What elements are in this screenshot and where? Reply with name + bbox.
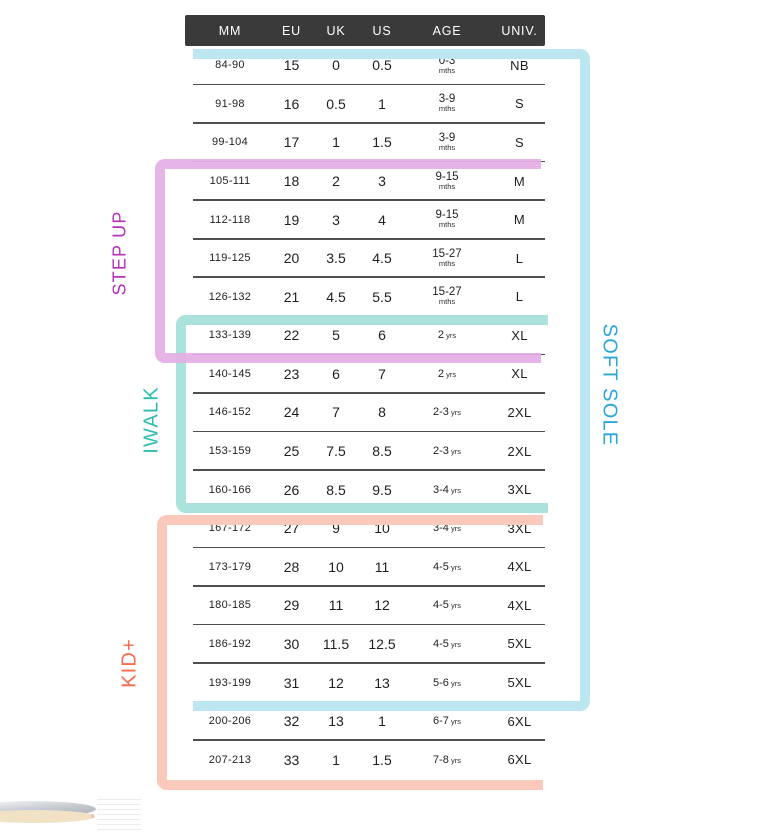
table-row — [185, 548, 545, 587]
cell-us: 0.5 — [372, 57, 392, 74]
cell-age — [400, 599, 494, 611]
cell-age — [400, 56, 494, 75]
table-row — [185, 277, 545, 316]
cell-eu: 26 — [283, 481, 300, 498]
cell-eu: 24 — [283, 404, 300, 421]
cell-mm: 105-111 — [209, 175, 251, 188]
age-value: 15-27 — [432, 286, 462, 299]
cell-age — [400, 406, 494, 418]
table-row — [185, 470, 545, 509]
cell-us: 12 — [374, 597, 390, 614]
table-row — [185, 162, 545, 201]
cell-eu: 15 — [283, 57, 300, 74]
cell-uk: 9 — [332, 520, 340, 537]
age-unit: mths — [438, 65, 456, 75]
age-unit: mths — [438, 220, 456, 230]
cell-eu: 17 — [283, 134, 300, 151]
age-value: 9-15 — [435, 170, 459, 183]
cell-eu: 20 — [283, 250, 300, 267]
age-unit: yrs — [444, 369, 457, 379]
cell-uk: 1 — [332, 751, 340, 768]
table-row — [185, 46, 545, 85]
cell-mm: 160-166 — [208, 483, 252, 496]
cell-univ: 4XL — [507, 597, 532, 613]
cell-eu: 30 — [283, 635, 300, 652]
cell-us: 13 — [374, 674, 390, 691]
cell-univ: 5XL — [507, 636, 532, 652]
cell-uk: 6 — [332, 365, 340, 382]
column-header-univ: UNIV. — [501, 23, 538, 38]
age-value: 5-6 — [433, 676, 449, 689]
cell-uk: 3 — [332, 211, 340, 228]
age-value: 3-9 — [438, 131, 456, 144]
age-value: 3-4 — [433, 483, 449, 496]
row-divider — [193, 315, 545, 317]
age-unit: yrs — [444, 331, 457, 341]
table-row — [185, 316, 545, 355]
cell-age — [400, 522, 494, 534]
age-unit: yrs — [448, 447, 461, 457]
cell-mm: 91-98 — [215, 97, 245, 110]
age-value: 3-4 — [433, 522, 449, 535]
cell-age — [400, 638, 494, 650]
table-row — [185, 239, 545, 278]
cell-univ: 6XL — [507, 713, 532, 729]
cell-univ: 5XL — [507, 675, 532, 691]
cell-mm: 207-213 — [208, 753, 252, 766]
cell-uk: 11.5 — [322, 635, 350, 652]
cell-us: 12.5 — [368, 635, 396, 652]
cell-eu: 21 — [283, 288, 300, 305]
cell-mm: 173-179 — [208, 560, 252, 573]
cell-age — [400, 677, 494, 689]
cell-uk: 7.5 — [326, 443, 346, 460]
cell-eu: 33 — [283, 751, 300, 768]
cell-univ: 2XL — [507, 443, 532, 459]
row-divider — [193, 122, 545, 124]
cell-univ: XL — [511, 327, 528, 343]
size-chart-thumbnail — [97, 799, 141, 833]
cell-univ: 3XL — [507, 482, 532, 498]
cell-mm: 193-199 — [208, 676, 252, 689]
age-unit: yrs — [448, 601, 461, 611]
cell-mm: 180-185 — [208, 599, 252, 612]
cell-uk: 0 — [332, 57, 340, 74]
iwalk-label: IWALK — [140, 386, 163, 454]
age-unit: mths — [438, 297, 456, 307]
table-row — [185, 586, 545, 625]
cell-univ: L — [515, 289, 524, 305]
age-unit: yrs — [448, 717, 461, 727]
row-divider — [193, 161, 545, 163]
cell-age — [400, 94, 494, 113]
age-unit: mths — [438, 142, 456, 152]
cell-us: 5.5 — [372, 288, 392, 305]
cell-age — [400, 484, 494, 496]
cell-univ: L — [515, 250, 524, 266]
cell-mm: 167-172 — [208, 522, 252, 535]
cell-univ: XL — [511, 366, 528, 382]
age-value: 9-15 — [435, 209, 459, 222]
row-divider — [193, 662, 545, 664]
cell-eu: 29 — [283, 597, 300, 614]
row-divider — [193, 739, 545, 741]
cell-univ: NB — [510, 57, 529, 73]
cell-uk: 3.5 — [326, 250, 346, 267]
table-row — [185, 85, 545, 124]
cell-univ: 4XL — [507, 559, 532, 575]
age-unit: mths — [438, 104, 456, 114]
row-divider — [193, 585, 545, 587]
age-value: 6-7 — [433, 715, 449, 728]
cell-eu: 22 — [283, 327, 300, 344]
cell-mm: 133-139 — [208, 329, 252, 342]
cell-univ: M — [513, 212, 526, 228]
cell-uk: 0.5 — [326, 95, 346, 112]
column-header-eu: EU — [282, 23, 301, 38]
age-unit: yrs — [448, 678, 461, 688]
cell-age — [400, 754, 494, 766]
row-divider — [193, 354, 545, 356]
table-row — [185, 702, 545, 741]
cell-mm: 186-192 — [208, 637, 252, 650]
cell-mm: 200-206 — [208, 715, 252, 728]
cell-uk: 11 — [328, 597, 344, 614]
cell-age — [400, 210, 494, 229]
cell-us: 9.5 — [372, 481, 392, 498]
age-unit: yrs — [448, 639, 461, 649]
age-unit: yrs — [448, 755, 461, 765]
cell-us: 7 — [378, 365, 386, 382]
table-row — [185, 509, 545, 548]
shoe-photo-fragment — [0, 801, 96, 825]
cell-eu: 28 — [283, 558, 300, 575]
row-divider — [193, 392, 545, 394]
cell-age — [400, 368, 494, 380]
cell-eu: 18 — [283, 173, 300, 190]
cell-us: 8.5 — [372, 443, 392, 460]
cell-eu: 32 — [283, 713, 300, 730]
cell-age — [400, 329, 494, 341]
age-value: 3-9 — [438, 93, 456, 106]
cell-univ: S — [515, 96, 524, 112]
cell-univ: 2XL — [507, 404, 532, 420]
cell-univ: 3XL — [507, 520, 532, 536]
cell-age — [400, 133, 494, 152]
column-header-age: AGE — [432, 23, 462, 38]
cell-us: 4.5 — [372, 250, 392, 267]
shoe-sole-shape — [0, 810, 95, 823]
cell-eu: 19 — [283, 211, 300, 228]
table-row — [185, 432, 545, 471]
table-header-row — [185, 15, 545, 46]
cell-univ: M — [513, 173, 526, 189]
row-divider — [193, 276, 545, 278]
cell-mm: 84-90 — [215, 59, 245, 72]
row-divider — [193, 431, 545, 433]
age-value: 15-27 — [432, 247, 462, 260]
age-unit: yrs — [448, 408, 461, 418]
table-row — [185, 393, 545, 432]
age-unit: mths — [438, 258, 456, 268]
cell-age — [400, 287, 494, 306]
age-value: 2 — [437, 367, 445, 380]
cell-eu: 31 — [283, 674, 300, 691]
row-divider — [193, 624, 545, 626]
soft-sole-label: SOFT SOLE — [598, 323, 621, 447]
column-header-uk: UK — [326, 23, 346, 38]
column-header-mm: MM — [218, 23, 242, 38]
cell-univ: S — [515, 134, 524, 150]
cell-age — [400, 715, 494, 727]
row-divider — [193, 508, 545, 510]
table-row — [185, 663, 545, 702]
age-value: 7-8 — [433, 753, 449, 766]
row-divider — [193, 238, 545, 240]
age-value: 2 — [437, 329, 445, 342]
cell-uk: 5 — [332, 327, 340, 344]
cell-us: 1.5 — [372, 751, 392, 768]
row-divider — [193, 701, 545, 703]
column-header-us: US — [372, 23, 392, 38]
cell-us: 6 — [378, 327, 386, 344]
cell-uk: 7 — [332, 404, 340, 421]
age-unit: yrs — [448, 485, 461, 495]
cell-mm: 140-145 — [208, 367, 252, 380]
cell-mm: 146-152 — [208, 406, 252, 419]
cell-us: 3 — [378, 173, 386, 190]
cell-eu: 23 — [283, 365, 300, 382]
age-value: 4-5 — [433, 637, 449, 650]
cell-us: 1 — [378, 713, 386, 730]
table-row — [185, 355, 545, 394]
cell-us: 4 — [378, 211, 386, 228]
age-unit: mths — [438, 181, 456, 191]
cell-uk: 12 — [328, 674, 344, 691]
cell-mm: 126-132 — [208, 290, 252, 303]
row-divider — [193, 547, 545, 549]
cell-eu: 27 — [283, 520, 300, 537]
cell-us: 10 — [374, 520, 390, 537]
cell-mm: 153-159 — [208, 445, 252, 458]
cell-us: 11 — [374, 558, 390, 575]
row-divider — [193, 469, 545, 471]
cell-age — [400, 561, 494, 573]
cell-univ: 6XL — [507, 752, 532, 768]
table-row — [185, 200, 545, 239]
table-row — [185, 740, 545, 779]
cell-uk: 2 — [332, 173, 340, 190]
age-value: 0-3 — [438, 54, 456, 67]
cell-uk: 10 — [328, 558, 344, 575]
step-up-label: STEP UP — [109, 210, 130, 296]
cell-us: 1.5 — [372, 134, 392, 151]
cell-age — [400, 249, 494, 268]
cell-age — [400, 445, 494, 457]
table-body — [185, 46, 545, 779]
table-row — [185, 625, 545, 664]
age-value: 4-5 — [433, 599, 449, 612]
age-unit: yrs — [448, 524, 461, 534]
age-value: 2-3 — [433, 406, 449, 419]
age-value: 2-3 — [433, 445, 449, 458]
cell-us: 8 — [378, 404, 386, 421]
cell-uk: 8.5 — [326, 481, 346, 498]
cell-mm: 119-125 — [209, 252, 251, 265]
row-divider — [193, 199, 545, 201]
cell-uk: 1 — [332, 134, 340, 151]
cell-uk: 4.5 — [326, 288, 346, 305]
cell-age — [400, 172, 494, 191]
cell-mm: 112-118 — [209, 213, 251, 226]
table-row — [185, 123, 545, 162]
cell-us: 1 — [378, 95, 386, 112]
cell-uk: 13 — [328, 713, 344, 730]
age-value: 4-5 — [433, 560, 449, 573]
cell-eu: 16 — [283, 95, 300, 112]
age-unit: yrs — [448, 562, 461, 572]
row-divider — [193, 84, 545, 86]
cell-eu: 25 — [283, 443, 300, 460]
kid-plus-label: KID+ — [118, 638, 141, 688]
cell-mm: 99-104 — [211, 136, 249, 149]
